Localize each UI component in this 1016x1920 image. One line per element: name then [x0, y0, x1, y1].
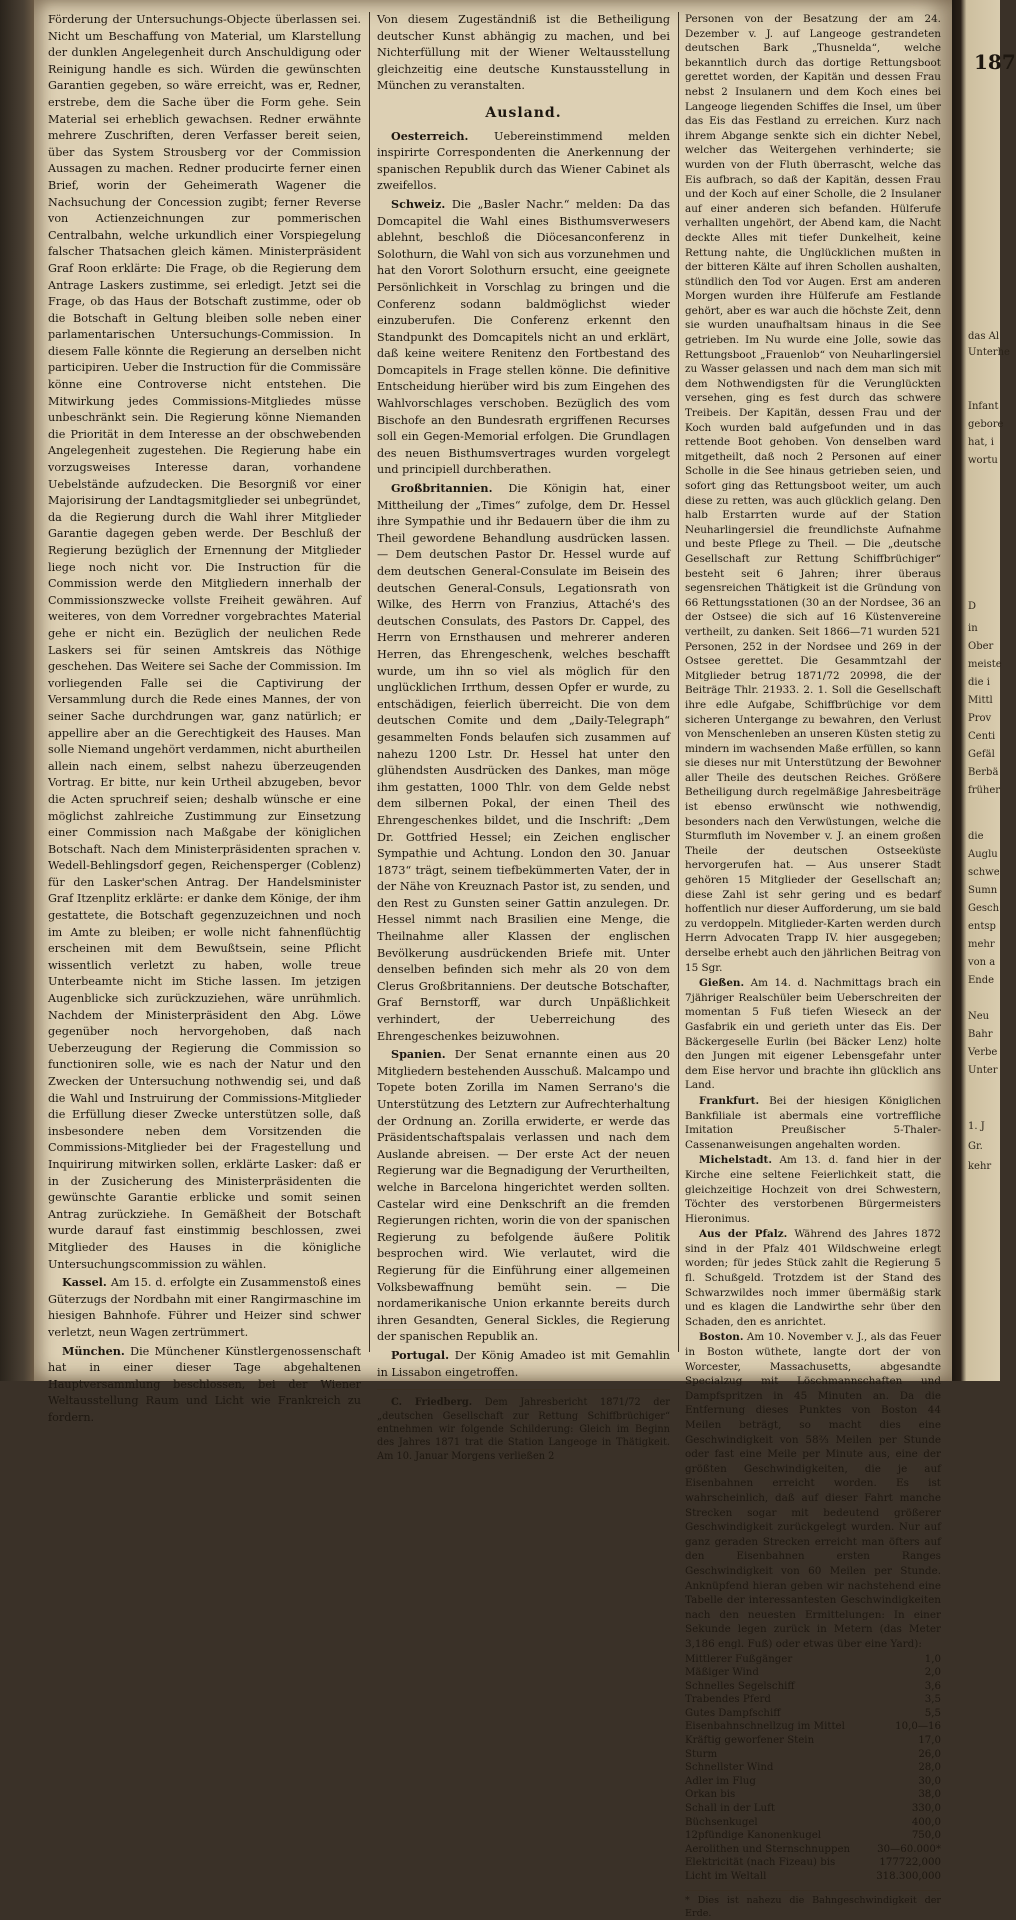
adjacent-page-text: Auglu	[968, 849, 998, 860]
table-row	[685, 1693, 941, 1707]
speed-label: Orkan bis	[685, 1789, 736, 1801]
adjacent-page-text: früher	[968, 785, 1001, 796]
article-text: Förderung der Untersuchungs-Objecte überlassen sei. Nicht um Beschaffung von Material, um Klarstellung der dunklen Angelegenheit durch Anschuldigung oder Reinigung handle es sich. Würden die gewünschten Garantien gegeben, so wäre erreicht, was er, Redner, erstrebe, dem die Sache über die Form gehe. Sein Material sei erheblich gewachsen. Redner erwähnte mehrere Zuschriften, deren Verfasser bereit seien, über das System Strousberg vor der Commission Aussagen zu machen. Redner producirte ferner einen Brief, worin der Geheimerath Wagener die Nachsuchung der Concession zugibt; ferner Reverse von Actienzeichnungen zur pommerischen Centralbahn, welche urkundlich einer Vorspiegelung falscher Thatsachen gleich kämen. Ministerpräsident Graf Roon erklärte: Die Frage, ob die Regierung dem Antrage Laskers zustimme, sei erledigt. Jetzt sei die Frage, ob das Haus der Botschaft zustimme, oder ob die Botschaft in Geltung bleiben solle neben einer parlamentarischen Untersuchungs-Commission. In diesem Falle könnte die Regierung an derselben nicht participiren. Ueber die Instruction für die Commissäre könne eine Controverse nicht entstehen. Die Mitwirkung jedes Commissions-Mitgliedes müsse unbeschränkt sein. Die Regierung könne Niemanden die Priorität in dem Interesse an der obschwebenden Angelegenheit zugestehen. Die Regierung habe ein vorzugsweises Interesse daran, vorhandene Uebelstände aufzudecken. Die Besorgniß vor einer Majorisirung der Landtagsmitglieder sei unbegründet, da die Regierung durch die Wahl ihrer Mitglieder Garantie dagegen geben werde. Der Beschluß der Regierung bezüglich der Ernennung der Mitglieder liege noch nicht vor. Die Instruction für die Commission werde den Mitgliedern innerhalb der Commissionszwecke vollste Freiheit gewähren. Auf weiteres, von dem Vorredner vorgebrachtes Material gehe er nicht ein. Bezüglich der neulichen Rede Laskers sei für seinen Amtskreis das Nöthige geschehen. Das Weitere sei Sache der Commission. Im vorliegenden Falle sei die Captivirung der Versammlung durch die Rede eines Mannes, der von seiner Sache durchdrungen war, ganz natürlich; er appellire aber an die Gerechtigkeit des Hauses. Man solle Niemand ungehört verdammen, nicht aburtheilen allein nach einem, selbst nahezu überzeugenden Vortrag. Er bitte, nur kein Urtheil abzugeben, bevor die Acten spruchreif seien; deshalb wünsche er eine möglichst zahlreiche Zustimmung zur Einsetzung einer Commission nach Maßgabe der königlichen Botschaft. Nach dem Ministerpräsidenten sprachen v. Wedell-Behlingsdorf gegen, Reichensperger (Coblenz) für den Lasker'schen Antrag. Der Handelsminister Graf Itzenplitz erklärte: er danke dem Könige, der ihm gestattete, die Botschaft gegenzuzeichnen und noch im Amte zu bleiben; er wolle nicht fahnenflüchtig erscheinen mit dem Bewußtsein, seine Pflicht wissentlich verletzt zu haben, wolle treue Unterbeamte nicht im Stiche lassen. Im jetzigen Augenblicke sich zurückzuziehen, wäre unrühmlich. Nachdem der Ministerpräsident den Abg. Löwe gegenüber noch hervorgehoben, daß nach Ueberzeugung der Regierung die Commission so functioniren solle, wie es nach der Natur und den Zwecken der Untersuchung nothwendig sei, und daß die Wahl und Instruirung der Commissions-Mitglieder die Erfüllung dieser Zwecke unterstützen solle, daß insbesondere neben dem Vorsitzenden die Commissions-Mitglieder bei der Fragestellung und Inquirirung mitwirken sollen, erklärte Lasker: daß er in der Zusicherung des Ministerpräsidenten die gewünschte Garantie erblicke und somit seinen Antrag zurückziehe. In Gemäßheit der Botschaft wurde darauf fast einstimmig beschlossen, zwei Mitglieder des Hauses in die königliche Untersuchungscommission zu wählen.	[48, 13, 361, 1271]
speed-label: 12pfündige Kanonenkugel	[685, 1830, 822, 1842]
table-row	[685, 1856, 941, 1870]
speed-label: Schall in der Luft	[685, 1803, 775, 1815]
adjacent-page-text: die i	[968, 677, 990, 688]
speed-value: 30—60.000*	[877, 1843, 941, 1855]
country-heading: Portugal.	[391, 1347, 449, 1362]
table-row	[685, 1680, 941, 1694]
dateline: Kassel.	[62, 1275, 107, 1290]
speed-value: 3,6	[924, 1680, 941, 1692]
column-rule	[678, 12, 679, 1352]
table-row	[685, 1734, 941, 1748]
news-text: Am 14. d. Nachmittags brach ein 7jähriger Realschüler beim Ueberschreiten der momentan 5 Fuß tiefen Wieseck an der Gasfabrik ein und gerieth unter das Eis. Der Bäckergeselle Eurlin (bei Bäcker Lenz) holte den Jungen mit eigener Lebensgefahr unter dem Eise hervor und brachte ihn glücklich ans Land.	[685, 977, 941, 1092]
table-row	[685, 1870, 941, 1884]
newspaper-page	[34, 0, 952, 1919]
speed-label: Büchsenkugel	[685, 1816, 758, 1828]
country-heading: Großbritannien.	[391, 481, 493, 496]
news-text: Bei der hiesigen Königlichen Bankfiliale ist abermals eine vortreffliche Imitation Preußischer 5-Thaler-Cassenanweisungen angehalten worden.	[685, 1094, 941, 1151]
table-row	[685, 1653, 941, 1667]
book-spine	[0, 0, 34, 1381]
news-text: Dem Jahresbericht 1871/72 der „deutschen Gesellschaft zur Rettung Schiffbrüchiger“ entnehmen wir folgende Schilderung: Gleich im Beginn des Jahres 1871 trat die Station Langeoge in Thätigkeit. Am 10. Januar Morgens verließen 2	[377, 1397, 670, 1462]
adjacent-page-text: Verbe	[968, 1047, 998, 1058]
adjacent-page-text: Berbä	[968, 767, 999, 778]
news-text: Der König Amadeo ist mit Gemahlin in Lissabon eingetroffen.	[377, 1348, 670, 1379]
news-item-pfalz	[685, 1227, 941, 1329]
news-text: Am 13. d. fand hier in der Kirche eine seltene Feierlichkeit statt, die gleichzeitige Hochzeit von drei Schwestern, Töchter des verstorbenen Bürgermeisters Hieronimus.	[685, 1154, 941, 1225]
news-item-boston	[685, 1330, 941, 1651]
table-row	[685, 1829, 941, 1843]
news-text: Die Königin hat, einer Mittheilung der „Times“ zufolge, dem Dr. Hessel ihre Sympathie und ihr Bedauern über die ihm zu Theil gewordene Behandlung ausdrücken lassen. — Dem deutschen Pastor Dr. Hessel wurde auf dem deutschen General-Consulate im Beisein des deutschen General-Consuls, Legationsrath von Wilke, des Herrn von Franzius, Attaché's des deutschen Consulats, des Pastors Dr. Cappel, des Herrn von Ernsthausen und mehrerer anderen Herren, das Ehrengeschenk, welches beschafft wurde, um ihn so viel als möglich für den unglücklichen Irrthum, dessen Opfer er wurde, zu entschädigen, feierlich überreicht. Die von dem deutschen Comite und dem „Daily-Telegraph“ gesammelten Fonds belaufen sich zusammen auf nahezu 1200 Lstr. Dr. Hessel hat unter den glühendsten Ausdrücken des Dankes, man möge ihm gestatten, 1000 Thlr. von dem Gelde nebst dem silbernen Pokal, der einen Theil des Ehrengeschenkes bildet, und die Inschrift: „Dem Dr. Gottfried Hessel; ein Zeichen englischer Sympathie und Achtung. London den 30. Januar 1873“ trägt, seinem tiefbekümmerten Vater, der in der Nähe von Kreuznach Pastor ist, zu senden, und den Rest zu Gunsten seiner Gattin anzulegen. Dr. Hessel nimmt nach Brasilien eine Menge, die Theilnahme aller Klassen der englischen Bevölkerung ausdrückenden Briefe mit. Unter denselben befinden sich mehr als 20 von dem Clerus Großbritanniens. Der deutsche Botschafter, Graf Bernstorff, war durch Unpäßlichkeit verhindert, der Ueberreichung des Ehrengeschenkes beizuwohnen.	[377, 482, 670, 1043]
speed-label: Eisenbahnschnellzug im Mittel	[685, 1721, 845, 1733]
adjacent-page-text: das Al	[968, 331, 1000, 342]
speed-value: 17,0	[918, 1735, 941, 1747]
news-item-grossbritannien	[377, 480, 670, 1045]
adjacent-page-text: Ende	[968, 975, 995, 986]
country-heading: Schweiz.	[391, 196, 446, 211]
dateline: Boston.	[699, 1331, 744, 1344]
speed-label: Mittlerer Fußgänger	[685, 1653, 793, 1665]
column-3	[685, 12, 941, 1919]
news-item-schweiz	[377, 196, 670, 479]
footnote: * Dies ist nahezu die Bahngeschwindigkeit der Erde.	[685, 1890, 941, 1920]
adjacent-page-edge	[952, 0, 1016, 1381]
adjacent-page-text: in	[968, 623, 978, 634]
speed-value: 3,5	[924, 1694, 941, 1706]
adjacent-page-text: die	[968, 831, 984, 842]
news-text: Die „Basler Nachr.“ melden: Da das Domcapitel die Wahl eines Bisthumsverwesers ablehnt, beschloß die Diöcesanconferenz in Solothurn, die Wahl von sich aus vorzunehmen und hat den Vorort Solothurn ersucht, eine geeignete Persönlichkeit in Vorschlag zu bringen und die Conferenz sodann baldmöglichst wieder einzuberufen. Die Conferenz erkennt den Standpunkt des Domcapitels nicht an und erklärt, daß keine weitere Renitenz den Fortbestand des Domcapitels in Frage stellen könne. Die definitive Entscheidung hierüber wird bis zum Eingehen des Wahlvorschlages verschoben. Bezüglich des vom Bischofe an den Bundesrath ergriffenen Recurses soll ein Gegen-Memorial erfolgen. Die Grundlagen des neuen Bisthumsvertrages wurden vorgelegt und principiell durchberathen.	[377, 197, 670, 477]
speed-value: 1,0	[924, 1653, 941, 1665]
news-item-spanien	[377, 1046, 670, 1346]
speed-label: Schnelles Segelschiff	[685, 1680, 795, 1692]
adjacent-page-text: Unter	[968, 1065, 998, 1076]
article-text: Personen von der Besatzung der am 24. Dezember v. J. auf Langeoge gestrandeten deutschen Bark „Thusnelda“, welche bekanntlich durch das dortige Rettungsboot gerettet worden, der Kapitän und dessen Frau nebst 2 Insulanern und dem Koch eines bei Langeoge liegenden Schiffes die Insel, um über das Eis das Festland zu erreichen. Kurz nach ihrem Abgange senkte sich ein dichter Nebel, welcher das Weitergehen verhinderte; sie wurden von der Fluth überrascht, welche das Eis aufbrach, so daß der Kapitän, dessen Frau und der Koch auf einer Scholle, die 2 Insulaner auf einer anderen sich befanden. Hülferufe verhallten ungehört, der Abend kam, die Nacht deckte Alles mit tiefer Dunkelheit, keine Rettung nahte, die Unglücklichen mußten in der bitteren Kälte auf ihren Schollen aushalten, stündlich den Tod vor Augen. Erst am anderen Morgen wurden ihre Hülferufe am Festlande gehört, aber es war auch die höchste Zeit, denn sie wurden unaufhaltsam hinaus in die See getrieben. Im Nu wurde eine Jolle, sowie das Rettungsboot „Frauenlob“ von Neuharlingersiel zu Wasser gelassen und nach dem man sich mit dem Nothwendigsten für die Verunglückten versehen, ging es fest durch das schwere Treibeis. Der Kapitän, dessen Frau und der Koch wurden bald aufgefunden und in das rettende Boot gehoben. Von denselben ward mitgetheilt, daß noch 2 Personen auf einer Scholle in die See hinaus getrieben seien, und sofort ging das Rettungsboot weiter, um auch diese zu retten, was auch glücklich gelang. Den halb Erstarrten wurde auf der Station Neuharlingersiel die freundlichste Aufnahme und beste Pflege zu Theil. — Die „deutsche Gesellschaft zur Rettung Schiffbrüchiger“ besteht seit 6 Jahren; ihrer überaus segensreichen Thätigkeit ist die Gründung von 66 Rettungsstationen (30 an der Nordsee, 36 an der Ostsee) die sich auf 16 Küstenvereine vertheilt, zu danken. Seit 1866—71 wurden 521 Personen, 252 in der Nordsee und 269 in der Ostsee gerettet. Die Gesammtzahl der Mitglieder betrug 1871/72 20998, die der Beiträge Thlr. 21933. 2. 1. Soll die Gesellschaft ihre edle Aufgabe, Schiffbrüchige vor dem sicheren Untergange zu bewahren, den Verlust von Menschenleben an unseren Küsten stetig zu mindern im wachsenden Maße erfüllen, so kann sie dieses nur mit Unterstützung der Bewohner aller Theile des deutschen Reiches. Größere Betheiligung durch regelmäßige Jahresbeiträge ist ebenso erwünscht wie nothwendig, besonders nach den Verwüstungen, welche die Sturmfluth im November v. J. an einem großen Theile der deutschen Ostseeküste hervorgerufen hat. — Aus unserer Stadt gehören 15 Mitglieder der Gesellschaft an; diese Zahl ist sehr gering und es bedarf hoffentlich nur dieser Aufforderung, um sie bald zu verdoppeln. Mitglieder-Karten werden durch Herrn Advocaten Trapp IV. hier ausgegeben; derselbe erhebt auch den jährlichen Beitrag von 15 Sgr.	[685, 13, 941, 974]
dateline: München.	[62, 1343, 125, 1358]
dateline: Gießen.	[699, 977, 745, 990]
speed-value: 26,0	[918, 1748, 941, 1760]
speed-value: 5,5	[924, 1707, 941, 1719]
table-row	[685, 1748, 941, 1762]
adjacent-page-text: hat, i	[968, 437, 994, 448]
table-row	[685, 1707, 941, 1721]
adjacent-page-text: meiste	[968, 659, 1002, 670]
speed-value: 330,0	[911, 1803, 941, 1815]
news-text: Am 10. November v. J., als das Feuer in Boston wüthete, langte dort der von Worcester, Massachusetts, abgesandte Specialzug mit Löschmannschaften und Dampfspritzen in 45 Minuten an. Da die Entfernung dieses Punktes von Boston 44 Meilen beträgt, so macht dies eine Geschwindigkeit von 58⅔ Meilen per Stunde oder fast eine Meile per Minute aus, eine der größten Geschwindigkeiten, die je auf Eisenbahnen erreicht worden. Es ist wahrscheinlich, daß auf dieser Fahrt manche Strecken sogar mit bedeutend größerer Geschwindigkeit zurückgelegt wurden. Nur auf ganz geraden Strecken erreicht man öfters auf den Eisenbahnen ersten Ranges Geschwindigkeit von 60 Meilen per Stunde. Anknüpfend hieran geben wir nachstehend eine Tabelle der interessantesten Geschwindigkeiten nach den neuesten Ermittelungen: In einer Sekunde legen zurück in Metern (das Meter 3,186 engl. Fuß) oder etwas über eine Yard):	[685, 1331, 941, 1650]
news-item-muenchen	[48, 1343, 361, 1427]
adjacent-page-text: gebore	[968, 419, 1004, 430]
adjacent-page-text: entsp	[968, 921, 996, 932]
table-row	[685, 1816, 941, 1830]
table-row	[685, 1720, 941, 1734]
news-text: Die Münchener Künstlergenossenschaft hat in einer dieser Tage abgehaltenen Hauptversammlung beschlossen, bei der Wiener Weltausstellung Raum und Licht wie Frankreich zu fordern.	[48, 1344, 361, 1424]
speed-value: 38,0	[918, 1789, 941, 1801]
adjacent-page-text: Gesch	[968, 903, 1000, 914]
speed-value: 30,0	[918, 1775, 941, 1787]
dateline: Aus der Pfalz.	[699, 1228, 788, 1241]
news-item-giessen	[685, 976, 941, 1093]
adjacent-page-text: von a	[968, 957, 996, 968]
news-item-michelstadt	[685, 1153, 941, 1226]
adjacent-page-text: Gefäl	[968, 749, 995, 760]
adjacent-page-year: 187	[974, 50, 1016, 74]
news-text: Der Senat ernannte einen aus 20 Mitgliedern bestehenden Ausschuß. Malcampo und Topete boten Zorilla im Namen Serrano's die Unterstützung des Letztern zur Aufrechterhaltung der Ordnung an. Zorilla erwiderte, er werde das Präsidentschaftspalais verlassen und nach dem Auslande abreisen. — Der erste Act der neuen Regierung war die Begnadigung der Verurtheilten, welche in Barcelona hingerichtet werden sollten. Castelar wird eine Denkschrift an die fremden Regierungen richten, worin die von der spanischen Regierung zu befolgende äußere Politik besprochen wird. Wie verlautet, wird die Regierung für die Einführung einer allgemeinen Volksbewaffnung bemüht sein. — Die nordamerikanische Union erkannte bereits durch ihren Gesandten, General Sickles, die Regierung der spanischen Republik an.	[377, 1048, 670, 1344]
news-item-portugal	[377, 1347, 670, 1381]
adjacent-page-text: Sumn	[968, 885, 998, 896]
adjacent-page-text: Infant	[968, 401, 999, 412]
adjacent-page-text: mehr	[968, 939, 995, 950]
adjacent-page-text: Bahr	[968, 1029, 993, 1040]
speed-label: Kräftig geworfener Stein	[685, 1735, 815, 1747]
column-2	[377, 12, 670, 1462]
news-text: Am 15. d. erfolgte ein Zusammenstoß eines Güterzugs der Nordbahn mit einer Rangirmaschine im hiesigen Bahnhofe. Führer und Heizer sind schwer verletzt, neun Wagen zertrümmert.	[48, 1276, 361, 1339]
speed-label: Licht im Weltall	[685, 1871, 767, 1882]
speed-label: Sturm	[685, 1748, 718, 1760]
table-row	[685, 1802, 941, 1816]
news-text: Uebereinstimmend melden inspirirte Correspondenten die Anerkennung der spanischen Republik durch das Wiener Cabinet als zweifellos.	[377, 129, 670, 193]
adjacent-page-text: wortu	[968, 455, 998, 466]
speed-label: Adler im Flug	[685, 1775, 756, 1787]
adjacent-page-text: Mittl	[968, 695, 993, 706]
speed-label: Schnellster Wind	[685, 1762, 774, 1774]
speed-value: 318.300,000	[876, 1871, 941, 1882]
adjacent-page-text: Unterhe	[968, 347, 1010, 358]
adjacent-page-text: Neu	[968, 1011, 990, 1022]
dateline: Frankfurt.	[699, 1094, 760, 1107]
dateline: Michelstadt.	[699, 1154, 772, 1167]
table-row	[685, 1788, 941, 1802]
table-row	[685, 1843, 941, 1857]
divider	[377, 1389, 670, 1390]
column-1	[48, 12, 361, 1424]
speed-value: 750,0	[911, 1830, 941, 1842]
article-text: Von diesem Zugeständniß ist die Betheiligung deutscher Kunst abhängig zu machen, und bei Nichterfüllung mit der Wiener Weltausstellung gleichzeitig eine deutsche Kunstausstellung in München zu veranstalten.	[377, 13, 670, 93]
adjacent-page-text: Gr.	[968, 1141, 983, 1152]
speed-value: 2,0	[924, 1667, 941, 1679]
adjacent-page-text: schwe	[968, 867, 1000, 878]
adjacent-page-text: kehr	[968, 1161, 992, 1172]
news-item-friedberg	[377, 1396, 670, 1463]
dateline: C. Friedberg.	[391, 1397, 473, 1409]
table-row	[685, 1761, 941, 1775]
speed-value: 10,0—16	[895, 1721, 941, 1733]
speed-table	[685, 1653, 941, 1884]
speed-label: Aerolithen und Sternschnuppen	[685, 1843, 851, 1855]
section-heading: Ausland.	[485, 104, 562, 121]
news-item-frankfurt	[685, 1094, 941, 1152]
speed-label: Elektricität (nach Fizeau) bis	[685, 1857, 836, 1869]
speed-label: Trabendes Pferd	[685, 1694, 771, 1706]
speed-label: Mäßiger Wind	[685, 1667, 759, 1679]
news-text: Während des Jahres 1872 sind in der Pfalz 401 Wildschweine erlegt worden; für jedes Stück zahlt die Regierung 5 fl. Schußgeld. Trotzdem ist der Stand des Schwarzwildes noch immer übermäßig stark und es klagen die Landwirthe sehr über den Schaden, den es anrichtet.	[685, 1228, 941, 1328]
news-item-kassel	[48, 1274, 361, 1341]
column-rule	[369, 12, 370, 1352]
country-heading: Oesterreich.	[391, 128, 469, 143]
table-row	[685, 1775, 941, 1789]
country-heading: Spanien.	[391, 1047, 446, 1062]
adjacent-page-text: D	[968, 601, 977, 612]
adjacent-page-text: Ober	[968, 641, 994, 652]
speed-label: Gutes Dampfschiff	[685, 1707, 781, 1719]
news-item-oesterreich	[377, 128, 670, 195]
speed-value: 177722,000	[879, 1857, 941, 1869]
adjacent-page-text: 1. J	[968, 1121, 985, 1132]
adjacent-page-text: Centi	[968, 731, 996, 742]
speed-value: 400,0	[911, 1816, 941, 1828]
adjacent-page-text: Prov	[968, 713, 992, 724]
table-row	[685, 1666, 941, 1680]
speed-value: 28,0	[918, 1762, 941, 1774]
